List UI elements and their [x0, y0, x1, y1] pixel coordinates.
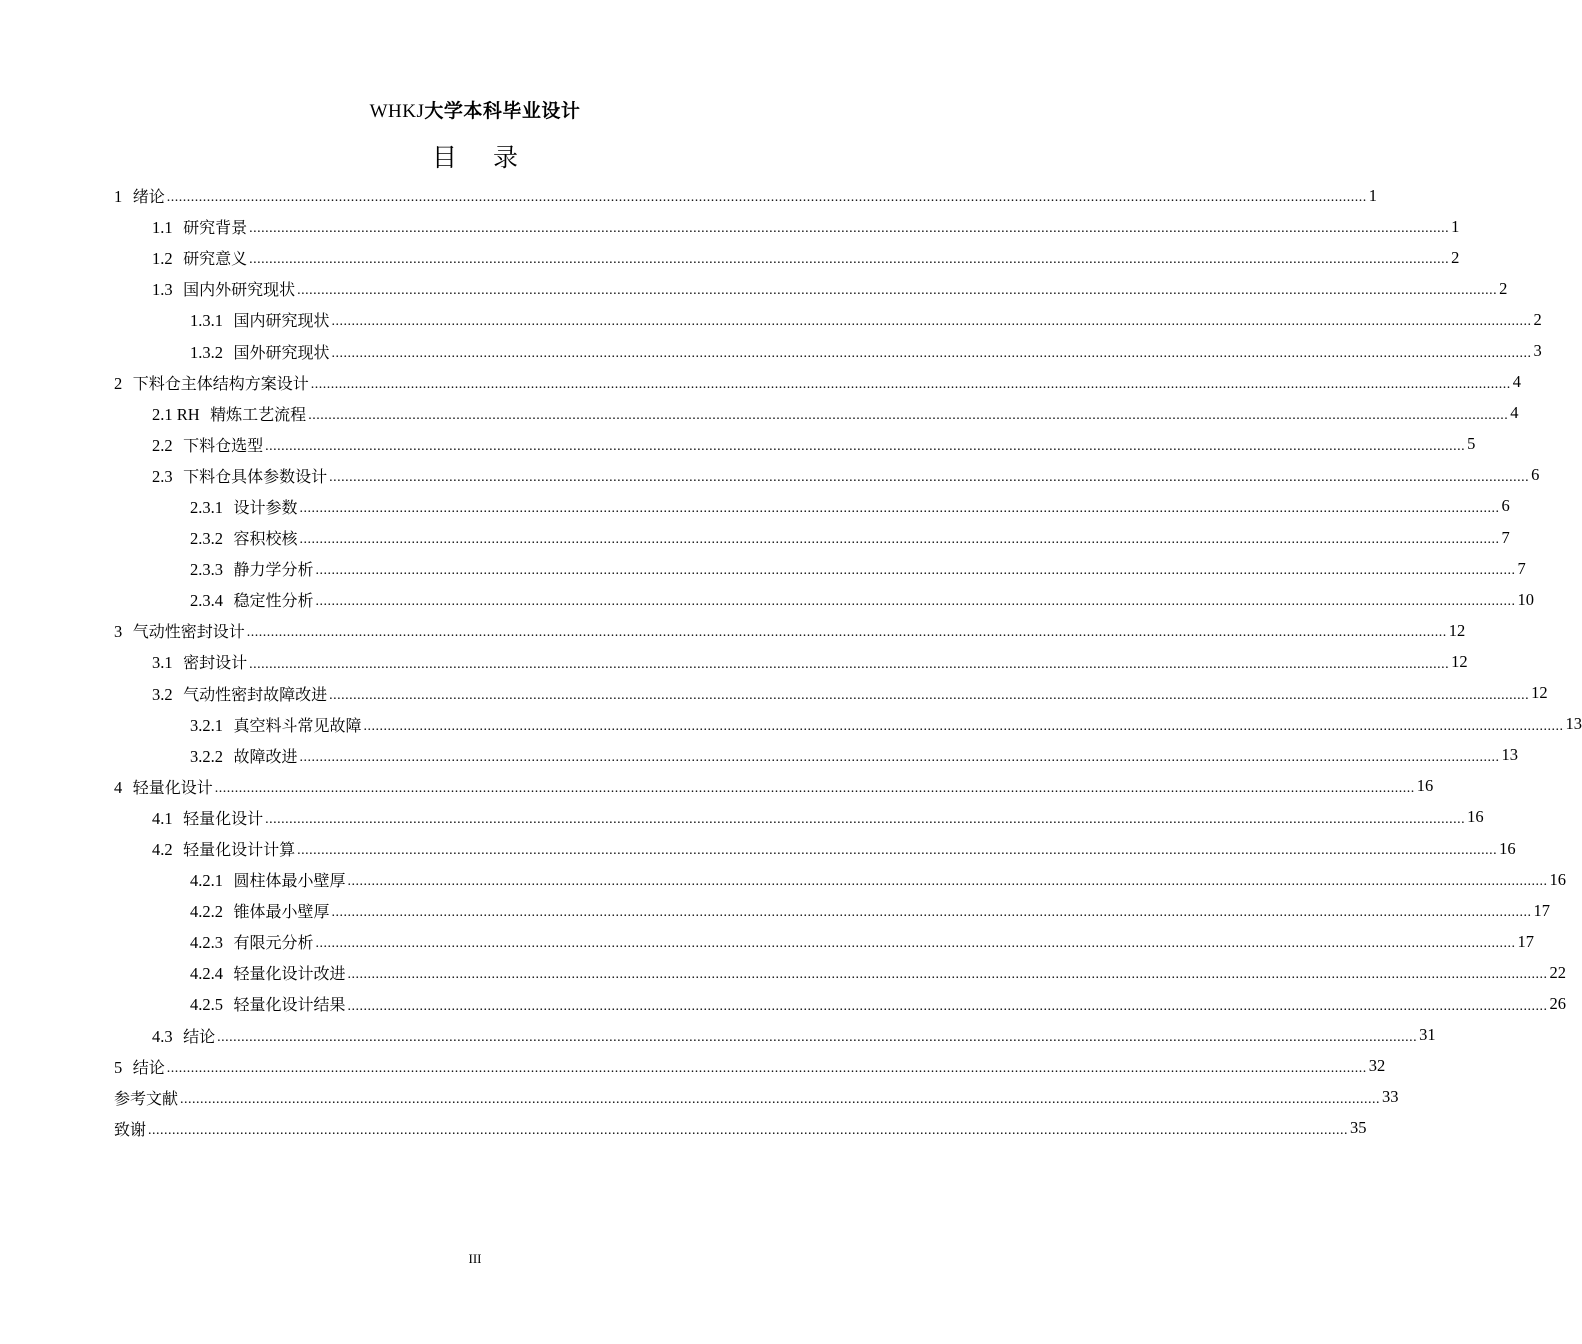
toc-entry-number: 2.3.1	[190, 497, 223, 517]
toc-entry[interactable]	[114, 522, 1510, 553]
toc-entry-number: 1.2	[152, 249, 173, 269]
toc-entry-page: 7	[1501, 527, 1510, 547]
toc-entry-label	[114, 371, 309, 394]
toc-entry-label	[190, 340, 330, 363]
toc-title: 目 录	[432, 143, 532, 172]
toc-entry-number: 4.3	[152, 1026, 173, 1046]
toc-entry-label	[190, 713, 362, 736]
toc-entry-label	[152, 402, 306, 425]
toc-entry-label	[190, 868, 346, 891]
toc-entry-number: 1.3.1	[190, 311, 223, 331]
toc-entry-text: 轻量化设计计算	[183, 840, 296, 860]
toc-dot-leader: ............................................................................................................................................................................................................................................................................................................	[246, 625, 1447, 641]
toc-entry[interactable]	[114, 926, 1535, 957]
toc-entry-text: 结论	[183, 1026, 216, 1046]
toc-entry-label	[190, 930, 314, 953]
toc-entry-page: 13	[1565, 714, 1582, 734]
toc-entry-label	[190, 308, 330, 331]
toc-entry-page: 16	[1499, 838, 1516, 858]
toc-entry-page: 17	[1517, 931, 1535, 951]
table-of-contents	[114, 180, 1582, 1144]
toc-entry[interactable]	[114, 1020, 1436, 1051]
toc-entry-text: 结论	[132, 1057, 165, 1077]
toc-entry-label	[152, 433, 263, 456]
toc-entry-page: 33	[1382, 1087, 1399, 1107]
toc-entry-label	[114, 1086, 178, 1109]
toc-entry[interactable]	[114, 957, 1567, 988]
toc-dot-leader: ............................................................................................................................................................................................................................................................................................................	[297, 283, 1498, 299]
toc-entry-number: 2.3.3	[190, 560, 223, 580]
toc-entry-page: 2	[1533, 309, 1542, 329]
toc-entry-label	[152, 215, 247, 238]
toc-entry-text: 锥体最小壁厚	[233, 902, 330, 922]
toc-entry-label	[114, 1055, 165, 1078]
toc-entry-page: 7	[1517, 558, 1526, 578]
toc-dot-leader: ............................................................................................................................................................................................................................................................................................................	[217, 1029, 1418, 1045]
toc-entry-text: 轻量化设计	[183, 808, 264, 828]
toc-entry-text: 圆柱体最小壁厚	[233, 871, 346, 891]
toc-entry-page: 12	[1531, 683, 1548, 703]
toc-entry[interactable]	[114, 771, 1434, 802]
toc-entry[interactable]	[114, 273, 1508, 304]
toc-entry-text: 下料仓主体结构方案设计	[132, 373, 309, 393]
toc-entry-text: 轻量化设计结果	[233, 995, 346, 1015]
toc-entry-text: 有限元分析	[233, 933, 314, 953]
toc-dot-leader: ............................................................................................................................................................................................................................................................................................................	[363, 718, 1564, 734]
toc-entry[interactable]	[114, 335, 1542, 366]
toc-entry-text: 研究背景	[183, 218, 248, 238]
toc-entry-label	[190, 557, 314, 580]
toc-entry-number: 4.1	[152, 808, 173, 828]
toc-entry-number: 4.2.3	[190, 933, 223, 953]
toc-entry[interactable]	[114, 491, 1510, 522]
toc-entry-text: 国内外研究现状	[183, 280, 296, 300]
toc-entry-page: 16	[1416, 776, 1434, 796]
toc-entry-text: 故障改进	[233, 746, 298, 766]
toc-entry-number: 5	[114, 1057, 123, 1077]
toc-entry-page: 4	[1512, 372, 1522, 392]
toc-entry-label	[190, 588, 314, 611]
toc-dot-leader: ............................................................................................................................................................................................................................................................................................................	[315, 563, 1516, 579]
toc-dot-leader: ............................................................................................................................................................................................................................................................................................................	[331, 345, 1532, 361]
toc-entry[interactable]	[114, 584, 1535, 615]
toc-entry-number: 3	[114, 622, 123, 642]
toc-entry-page: 2	[1451, 247, 1460, 267]
toc-entry-text: 轻量化设计改进	[233, 964, 346, 984]
toc-entry[interactable]	[114, 429, 1476, 460]
toc-entry-text: 稳定性分析	[233, 591, 314, 611]
toc-entry-number: 4.2.5	[190, 995, 223, 1015]
toc-entry-number: 3.2	[152, 684, 173, 704]
toc-entry[interactable]	[114, 553, 1526, 584]
toc-entry-page: 13	[1501, 745, 1519, 765]
toc-entry-text: 绪论	[132, 187, 165, 207]
toc-dot-leader: ............................................................................................................................................................................................................................................................................................................	[347, 874, 1548, 890]
toc-dot-leader: ............................................................................................................................................................................................................................................................................................................	[265, 438, 1466, 454]
toc-dot-leader: ............................................................................................................................................................................................................................................................................................................	[331, 905, 1532, 921]
toc-entry-text: 容积校核	[233, 529, 298, 549]
toc-entry-label	[152, 464, 327, 487]
toc-dot-leader: ............................................................................................................................................................................................................................................................................................................	[249, 252, 1450, 268]
toc-entry[interactable]	[114, 864, 1567, 895]
toc-entry-text: 致谢	[114, 1119, 147, 1139]
toc-entry-number: 3.2.2	[190, 746, 223, 766]
toc-entry-number: 4	[114, 777, 123, 797]
toc-entry-number: 3.2.1	[190, 715, 223, 735]
toc-entry-page: 17	[1533, 900, 1551, 920]
toc-entry-page: 31	[1419, 1025, 1436, 1045]
toc-entry-text: 研究意义	[183, 249, 248, 269]
toc-dot-leader: ............................................................................................................................................................................................................................................................................................................	[310, 376, 1511, 392]
toc-entry-text: 设计参数	[233, 497, 298, 517]
toc-dot-leader: ............................................................................................................................................................................................................................................................................................................	[297, 843, 1498, 859]
toc-entry-page: 1	[1451, 216, 1460, 236]
toc-entry[interactable]	[114, 615, 1466, 646]
toc-entry[interactable]	[114, 1113, 1367, 1144]
toc-entry[interactable]	[114, 304, 1542, 335]
toc-dot-leader: ............................................................................................................................................................................................................................................................................................................	[329, 469, 1530, 485]
toc-dot-leader: ............................................................................................................................................................................................................................................................................................................	[148, 1122, 1349, 1138]
toc-entry-page: 3	[1533, 341, 1542, 361]
toc-entry-text: 国内研究现状	[233, 311, 330, 331]
toc-entry-number: 2.3.4	[190, 591, 223, 611]
toc-entry-label	[114, 619, 245, 642]
toc-entry-page: 22	[1549, 962, 1567, 982]
toc-dot-leader: ............................................................................................................................................................................................................................................................................................................	[315, 594, 1516, 610]
toc-dot-leader: ............................................................................................................................................................................................................................................................................................................	[308, 407, 1509, 423]
toc-dot-leader: ............................................................................................................................................................................................................................................................................................................	[214, 780, 1415, 796]
toc-dot-leader: ............................................................................................................................................................................................................................................................................................................	[249, 221, 1450, 237]
toc-entry-page: 2	[1499, 278, 1508, 298]
toc-entry-label	[190, 744, 298, 767]
toc-dot-leader: ............................................................................................................................................................................................................................................................................................................	[315, 936, 1516, 952]
toc-entry-page: 5	[1467, 434, 1476, 454]
toc-entry-label	[114, 775, 213, 798]
toc-dot-leader: ............................................................................................................................................................................................................................................................................................................	[299, 749, 1500, 765]
toc-entry-page: 16	[1467, 807, 1484, 827]
toc-entry-number: 1	[114, 187, 123, 207]
toc-dot-leader: ............................................................................................................................................................................................................................................................................................................	[347, 967, 1548, 983]
toc-entry-page: 12	[1448, 620, 1466, 640]
toc-entry-label	[152, 650, 247, 673]
toc-entry-number: 1.1	[152, 218, 173, 238]
toc-entry[interactable]	[114, 709, 1582, 740]
toc-entry[interactable]	[114, 1051, 1386, 1082]
toc-entry-number: 2.1 RH	[152, 404, 200, 424]
toc-entry-label	[114, 184, 165, 207]
toc-entry-number: 1.3	[152, 280, 173, 300]
toc-entry-text: 真空料斗常见故障	[233, 715, 362, 735]
toc-entry-text: 气动性密封故障改进	[183, 684, 328, 704]
toc-entry-label	[190, 526, 298, 549]
toc-entry-label	[152, 682, 327, 705]
toc-entry-text: 静力学分析	[233, 560, 314, 580]
toc-entry-label	[190, 899, 330, 922]
toc-dot-leader: ............................................................................................................................................................................................................................................................................................................	[166, 1060, 1367, 1076]
toc-dot-leader: ............................................................................................................................................................................................................................................................................................................	[331, 314, 1532, 330]
toc-entry-text: 下料仓具体参数设计	[183, 466, 328, 486]
toc-entry[interactable]	[114, 242, 1460, 273]
toc-entry-number: 2.3.2	[190, 529, 223, 549]
toc-entry[interactable]	[114, 211, 1460, 242]
toc-entry-page: 16	[1549, 869, 1567, 889]
toc-entry-number: 2.3	[152, 466, 173, 486]
toc-entry-text: 下料仓选型	[183, 435, 264, 455]
toc-entry-page: 35	[1350, 1118, 1367, 1138]
toc-entry-text: 精炼工艺流程	[210, 404, 307, 424]
document-header	[0, 96, 950, 123]
toc-dot-leader: ............................................................................................................................................................................................................................................................................................................	[299, 501, 1500, 517]
toc-entry-label	[114, 1117, 146, 1140]
header-latin: WHKJ	[369, 101, 425, 122]
toc-entry[interactable]	[114, 460, 1540, 491]
toc-entry[interactable]	[114, 802, 1484, 833]
toc-entry-page: 4	[1510, 403, 1519, 423]
toc-entry-page: 12	[1451, 651, 1468, 671]
toc-entry-text: 密封设计	[183, 653, 248, 673]
toc-entry-number: 2	[114, 373, 123, 393]
toc-entry[interactable]	[114, 678, 1548, 709]
toc-entry-page: 26	[1549, 993, 1567, 1013]
toc-entry-label	[190, 495, 298, 518]
toc-entry-number: 4.2.2	[190, 902, 223, 922]
toc-entry-page: 32	[1368, 1056, 1386, 1076]
toc-entry-text: 参考文献	[114, 1088, 179, 1108]
toc-dot-leader: ............................................................................................................................................................................................................................................................................................................	[166, 190, 1367, 206]
toc-entry-label	[152, 837, 295, 860]
toc-entry[interactable]	[114, 988, 1567, 1019]
toc-entry-number: 2.2	[152, 435, 173, 455]
toc-entry-number: 4.2.4	[190, 964, 223, 984]
toc-dot-leader: ............................................................................................................................................................................................................................................................................................................	[265, 811, 1466, 827]
toc-dot-leader: ............................................................................................................................................................................................................................................................................................................	[249, 656, 1450, 672]
toc-entry-text: 轻量化设计	[132, 777, 213, 797]
toc-dot-leader: ............................................................................................................................................................................................................................................................................................................	[180, 1091, 1381, 1107]
toc-entry-number: 3.1	[152, 653, 173, 673]
toc-entry[interactable]	[114, 1082, 1399, 1113]
toc-entry[interactable]	[114, 646, 1468, 677]
toc-entry-label	[190, 992, 346, 1015]
toc-dot-leader: ............................................................................................................................................................................................................................................................................................................	[299, 532, 1500, 548]
toc-entry-number: 1.3.2	[190, 342, 223, 362]
toc-entry-label	[152, 806, 263, 829]
toc-entry-page: 6	[1501, 496, 1510, 516]
toc-entry[interactable]	[114, 398, 1519, 429]
toc-entry-page: 1	[1368, 185, 1378, 205]
toc-dot-leader: ............................................................................................................................................................................................................................................................................................................	[347, 998, 1548, 1014]
toc-entry-number: 4.2	[152, 840, 173, 860]
header-title: 大学本科毕业设计	[424, 100, 581, 122]
toc-entry-number: 4.2.1	[190, 871, 223, 891]
toc-entry-label	[190, 961, 346, 984]
toc-entry[interactable]	[114, 833, 1516, 864]
toc-entry-page: 6	[1531, 465, 1540, 485]
toc-entry-text: 气动性密封设计	[132, 622, 245, 642]
toc-entry[interactable]	[114, 740, 1519, 771]
toc-entry[interactable]	[114, 367, 1522, 398]
toc-entry[interactable]	[114, 895, 1551, 926]
toc-dot-leader: ............................................................................................................................................................................................................................................................................................................	[329, 687, 1530, 703]
toc-entry[interactable]	[114, 180, 1378, 211]
toc-entry-label	[152, 277, 295, 300]
page-number: III	[468, 1251, 482, 1266]
toc-entry-label	[152, 246, 247, 269]
toc-entry-text: 国外研究现状	[233, 342, 330, 362]
toc-entry-label	[152, 1024, 215, 1047]
toc-entry-page: 10	[1517, 589, 1535, 609]
